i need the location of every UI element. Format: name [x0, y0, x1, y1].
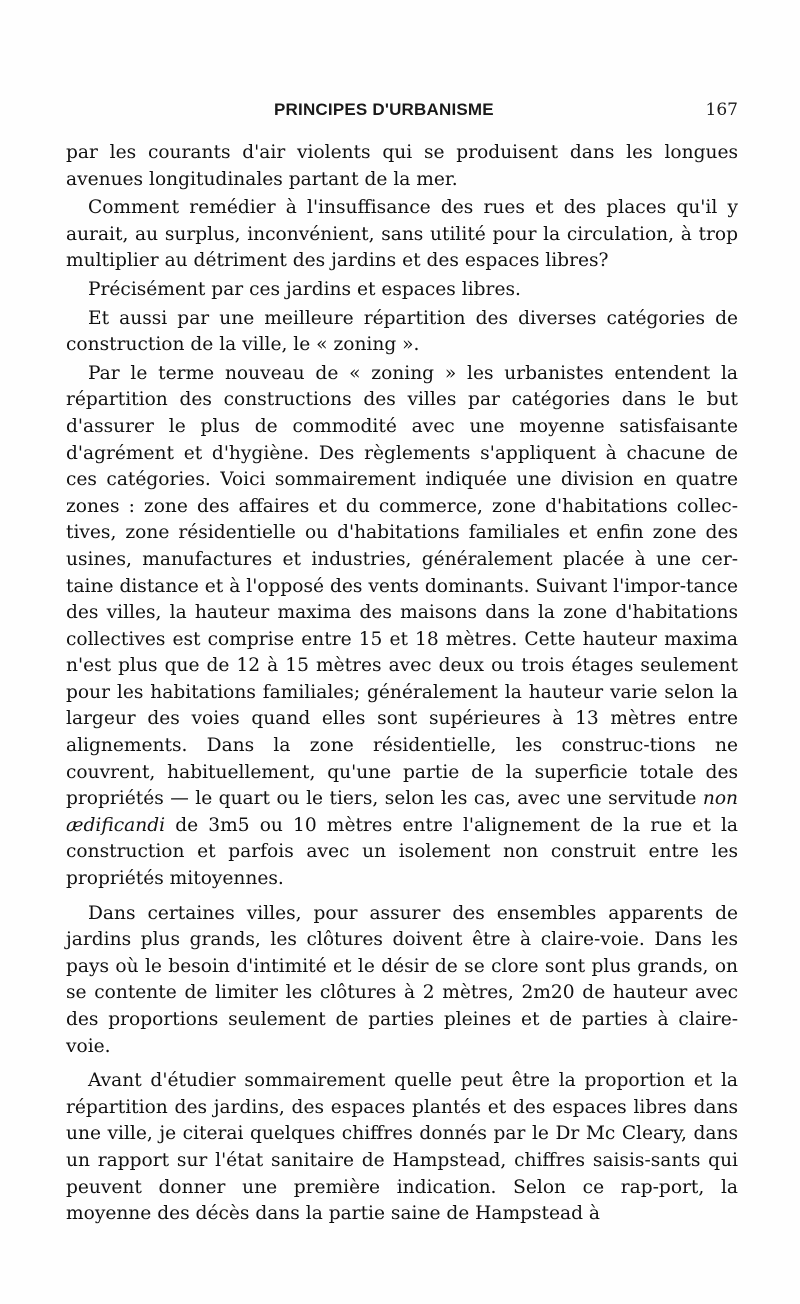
paragraph: Avant d'étudier sommairement quelle peut être la proportion et la répartition des jardins, des espaces plantés et des espaces libres dans une ville, je citerai quelques chiffres donnés par le Dr Mc Cleary, dans un rapport sur l'état sanitaire de Hampstead, chiffres saisis-sants qui peuvent donner une première indication. Selon ce rap-port, la moyenne des décès dans la partie saine de Hampstead à — [66, 1070, 738, 1225]
page-header — [66, 96, 738, 126]
body-text — [66, 140, 738, 1230]
paragraph — [66, 361, 738, 893]
running-title: PRINCIPES D'URBANISME — [274, 100, 494, 119]
italic-phrase: non ædificandi — [66, 788, 738, 836]
paragraph: Précisément par ces jardins et espaces libres. — [88, 278, 521, 300]
paragraph-text: de 3m5 ou 10 mètres entre l'alignement de la rue et la construction et parfois avec un isolement non construit entre les propriétés mitoyennes. — [66, 814, 738, 890]
paragraph: Et aussi par une meilleure répartition des diverses catégories de construction de la ville, le « zoning ». — [66, 307, 738, 356]
page-number: 167 — [705, 100, 738, 120]
paragraph: Comment remédier à l'insuffisance des rues et des places qu'il y aurait, au surplus, inconvénient, sans utilité pour la circulation, à trop multiplier au détriment des jardins et des espaces libres? — [66, 197, 738, 272]
paragraph: par les courants d'air violents qui se produisent dans les longues avenues longitudinales partant de la mer. — [66, 142, 738, 190]
paragraph-text: Par le terme nouveau de « zoning » les urbanistes entendent la répartition des constructions des villes par catégories dans le but d'assurer le plus de commodité avec une moyenne satisfaisante d'agrément et d'hygiène. Des règlements s'appliquent à chacune de ces catégories. Voici sommairement indiquée une division en quatre zones : zone des affaires et du commerce, zone d'habitations collec-tives, zone résidentielle ou d'habitations familiales et enfin zone des usines, manufactures et industries, généralement placée à une cer-taine distance et à l'opposé des vents dominants. Suivant l'impor-tance des villes, la hauteur maxima des maisons dans la zone d'habitations collectives est comprise entre 15 et 18 mètres. Cette hauteur maxima n'est plus que de 12 à 15 mètres avec deux ou trois étages seulement pour les habitations familiales; généralement la hauteur varie selon la largeur des voies quand elles sont supérieures à 13 mètres entre alignements. Dans la zone résidentielle, les construc-tions ne couvrent, habituellement, qu'une partie de la superficie totale des propriétés — le quart ou le tiers, selon les cas, avec une servitude — [66, 362, 738, 810]
paragraph: Dans certaines villes, pour assurer des ensembles apparents de jardins plus grands, les clôtures doivent être à claire-voie. Dans les pays où le besoin d'intimité et le désir de se clore sont plus grands, on se contente de limiter les clôtures à 2 mètres, 2m20 de hauteur avec des proportions seulement de parties pleines et de parties à claire-voie. — [66, 902, 738, 1057]
